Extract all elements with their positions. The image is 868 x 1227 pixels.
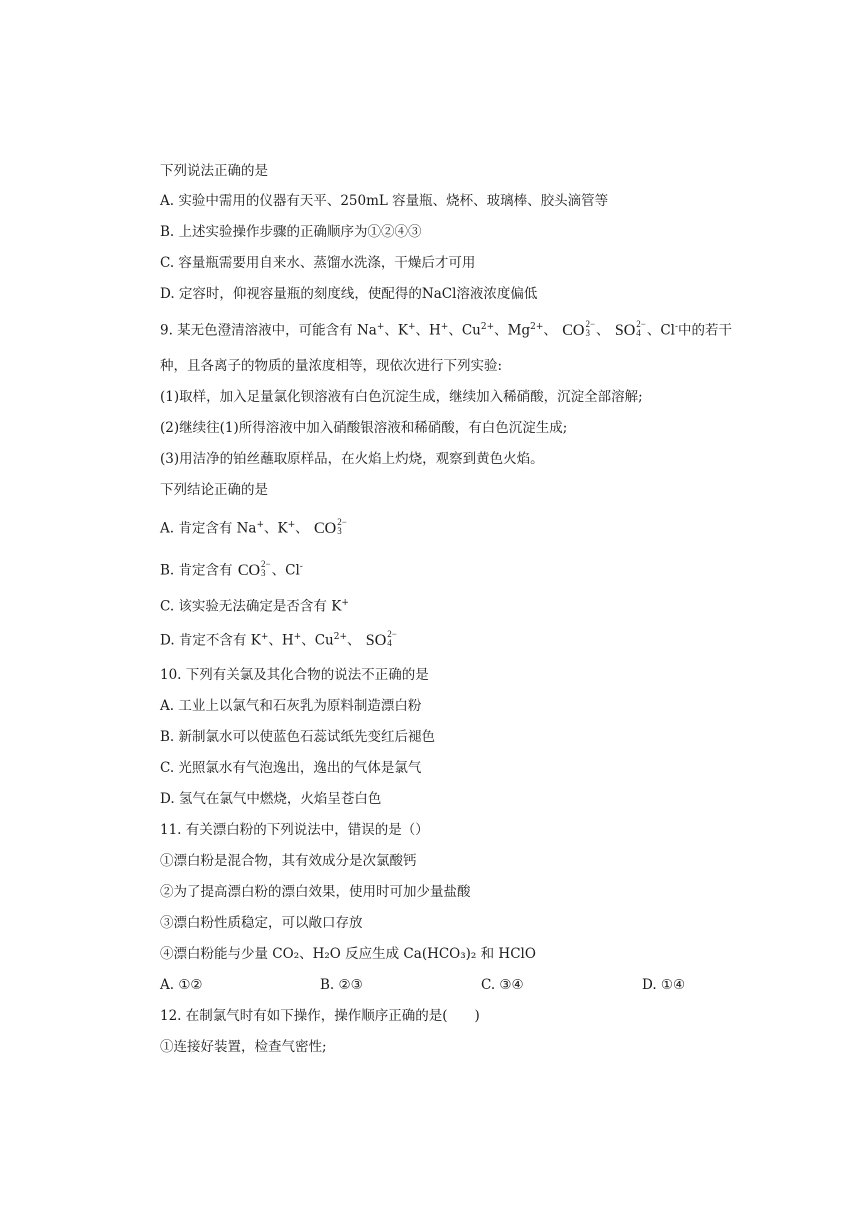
q8-stem: 下列说法正确的是 xyxy=(160,163,268,179)
q11-statement-4: ④漂白粉能与少量 CO₂、H₂O 反应生成 Ca(HCO₃)₂ 和 HClO xyxy=(160,946,536,962)
carbonate-ion: CO 2− 3 xyxy=(237,558,271,579)
q9-option-a: A. 肯定含有 Na+、K+、 CO 2− 3 xyxy=(160,516,347,537)
sulfate-ion: SO 2− 4 xyxy=(365,628,397,649)
q8-option-c: C. 容量瓶需要用自来水、蒸馏水洗涤，干燥后才可用 xyxy=(160,255,476,271)
q9-step2: (2)继续往(1)所得溶液中加入硝酸银溶液和稀硝酸，有白色沉淀生成; xyxy=(160,420,568,436)
q11-option-a: A. ①② xyxy=(160,977,203,993)
q10-option-c: C. 光照氯水有气泡逸出，逸出的气体是氯气 xyxy=(160,760,422,776)
q9-option-c: C. 该实验无法确定是否含有 K+ xyxy=(160,598,349,615)
q9-line1: 9. 某无色澄清溶液中，可能含有 Na+、K+、H+、$Cu^{2+}$、$Mg^{2+}$、 CO 2− 3 、 SO 2− 4 、Cl-中的若干 xyxy=(160,318,733,339)
q11-option-d: D. ①④ xyxy=(642,977,686,993)
sulfate-ion: SO 2− 4 xyxy=(614,318,646,339)
q10-stem: 10. 下列有关氯及其化合物的说法不正确的是 xyxy=(160,667,429,683)
q10-option-b: B. 新制氯水可以使蓝色石蕊试纸先变红后褪色 xyxy=(160,729,436,745)
carbonate-ion: CO 2− 3 xyxy=(313,516,347,537)
q11-option-c: C. ③④ xyxy=(481,977,524,993)
q9-option-b: B. 肯定含有 CO 2− 3 、Cl- xyxy=(160,558,303,579)
q11-option-b: B. ②③ xyxy=(320,977,363,993)
q9-option-d: D. 肯定不含有 K+、H+、$Cu^{2+}$、 SO 2− 4 xyxy=(160,628,397,649)
q10-option-a: A. 工业上以氯气和石灰乳为原料制造漂白粉 xyxy=(160,698,422,714)
q8-option-b: B. 上述实验操作步骤的正确顺序为①②④③ xyxy=(160,224,422,240)
q10-option-d: D. 氢气在氯气中燃烧，火焰呈苍白色 xyxy=(160,791,382,807)
q11-statement-2: ②为了提高漂白粉的漂白效果，使用时可加少量盐酸 xyxy=(160,884,471,900)
q11-statement-1: ①漂白粉是混合物，其有效成分是次氯酸钙 xyxy=(160,853,417,869)
q8-option-a: A. 实验中需用的仪器有天平、250mL 容量瓶、烧杯、玻璃棒、胶头滴管等 xyxy=(160,193,609,209)
q9-step3: (3)用洁净的铂丝蘸取原样品，在火焰上灼烧，观察到黄色火焰。 xyxy=(160,451,544,467)
q11-statement-3: ③漂白粉性质稳定，可以敞口存放 xyxy=(160,915,363,931)
q12-step-1: ①连接好装置，检查气密性; xyxy=(160,1039,327,1055)
q9-step1: (1)取样，加入足量氯化钡溶液有白色沉淀生成，继续加入稀硝酸，沉淀全部溶解; xyxy=(160,389,643,405)
q9-stem: 下列结论正确的是 xyxy=(160,482,268,498)
q12-stem: 12. 在制氯气时有如下操作，操作顺序正确的是( ) xyxy=(160,1008,480,1024)
carbonate-ion: CO 2− 3 xyxy=(562,318,596,339)
q11-stem: 11. 有关漂白粉的下列说法中，错误的是（） xyxy=(160,822,429,838)
q8-option-d: D. 定容时，仰视容量瓶的刻度线，使配得的NaCl溶液浓度偏低 xyxy=(160,286,538,302)
q9-line2: 种，且各离子的物质的量浓度相等，现依次进行下列实验: xyxy=(160,358,503,374)
